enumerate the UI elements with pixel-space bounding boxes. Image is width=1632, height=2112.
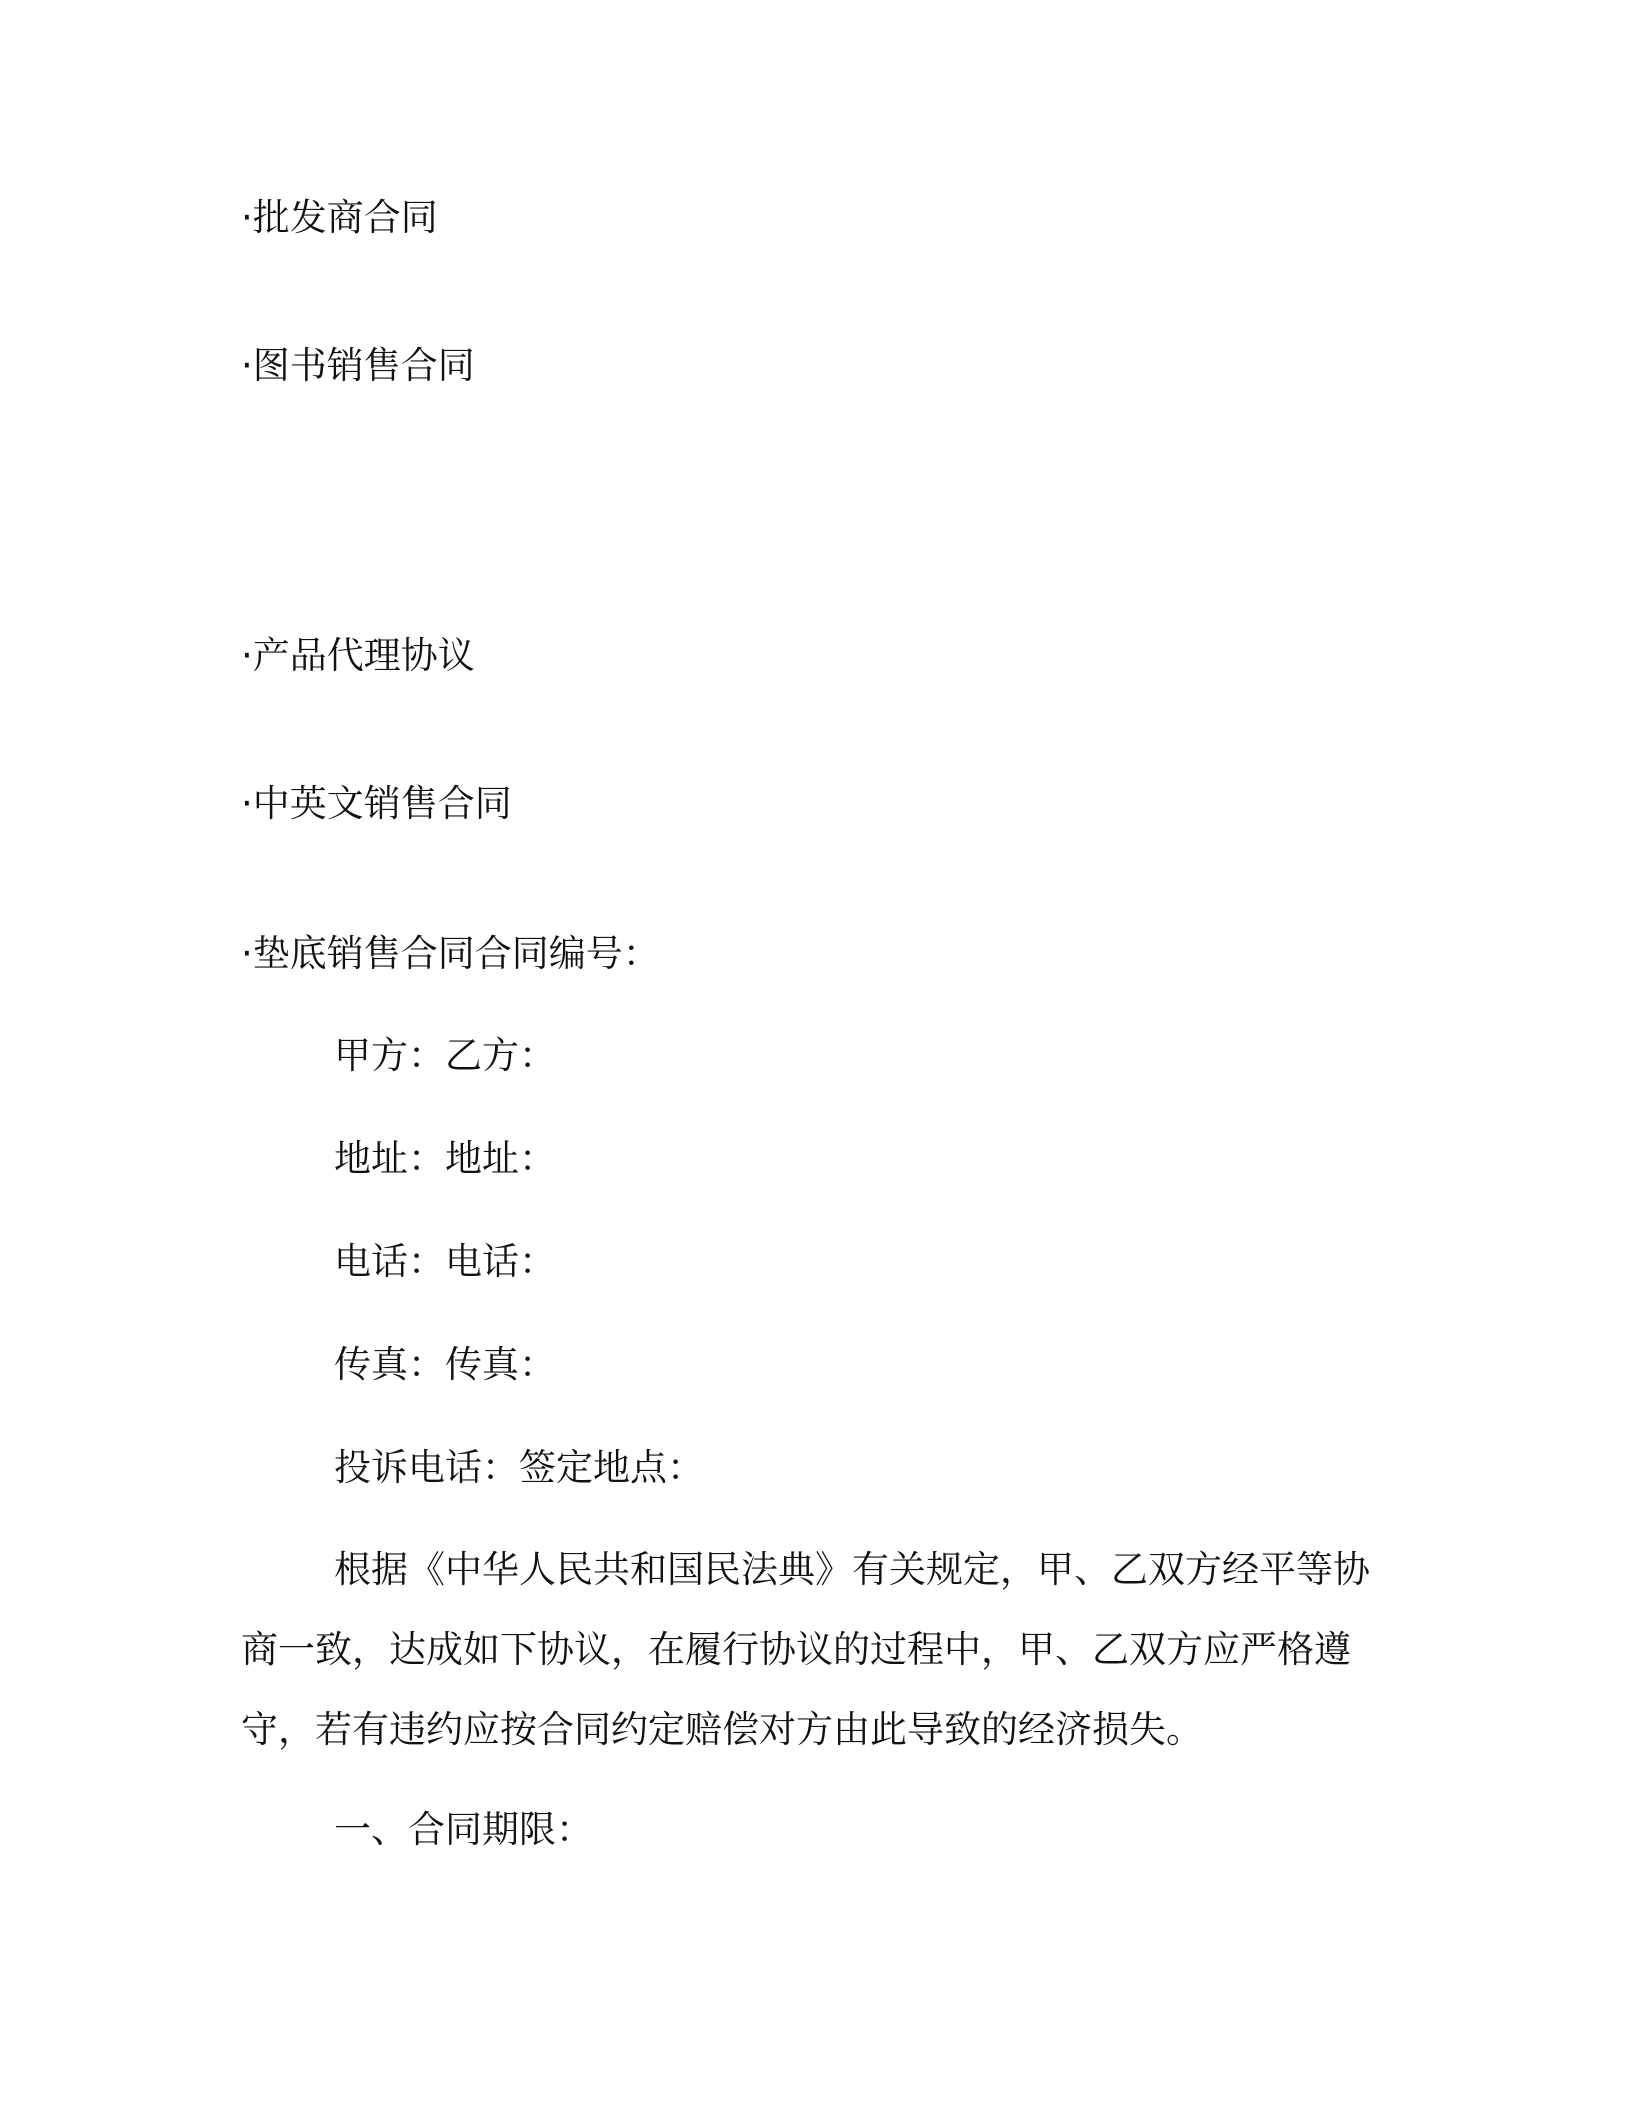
field-complaint-phone-signing-place: 投诉电话：签定地点：: [334, 1446, 704, 1489]
field-phone: 电话：电话：: [334, 1240, 556, 1283]
body-paragraph: [241, 1530, 1381, 1770]
paragraph-line-2: 商一致，达成如下协议，在履行协议的过程中，甲、乙双方应严格遵: [241, 1628, 1351, 1671]
field-fax: 传真：传真：: [334, 1343, 556, 1386]
field-party-a-b: 甲方：乙方：: [334, 1034, 556, 1077]
paragraph-line-3: 守，若有违约应按合同约定赔偿对方由此导致的经济损失。: [241, 1708, 1203, 1751]
paragraph-line-1: 根据《中华人民共和国民法典》有关规定，甲、乙双方经平等协: [334, 1548, 1370, 1591]
bullet-item-wholesaler-contract: ·批发商合同: [241, 196, 438, 239]
bullet-item-bilingual-sales-contract: ·中英文销售合同: [241, 782, 512, 825]
field-address: 地址：地址：: [334, 1137, 556, 1180]
section-heading-contract-term: 一、合同期限：: [334, 1808, 593, 1851]
bullet-item-book-sales-contract: ·图书销售合同: [241, 344, 475, 387]
bullet-item-product-agency-agreement: ·产品代理协议: [241, 634, 475, 677]
bullet-item-contract-number: ·垫底销售合同合同编号：: [241, 932, 660, 975]
